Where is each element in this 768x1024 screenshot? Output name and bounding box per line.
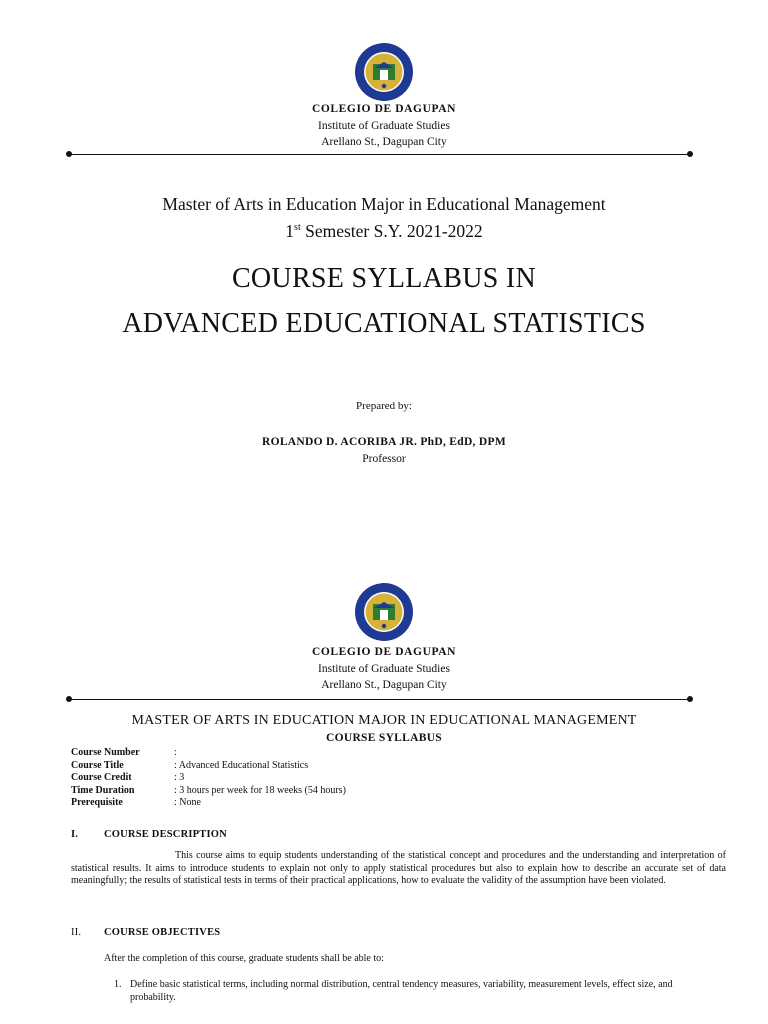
section-title: COURSE OBJECTIVES [104, 927, 221, 938]
info-value: : 3 [174, 772, 185, 784]
cover-title-line-2: ADVANCED EDUCATIONAL STATISTICS [122, 308, 646, 339]
header-divider [69, 154, 690, 155]
school-seal-logo [354, 42, 414, 102]
objective-number: 1. [114, 979, 122, 990]
objectives-intro: After the completion of this course, graduate students shall be able to: [104, 953, 384, 964]
section-course-objectives-heading [71, 927, 220, 938]
institute-name-2: Institute of Graduate Studies [318, 663, 450, 675]
school-address: Arellano St., Dagupan City [321, 136, 447, 148]
info-row [71, 785, 346, 798]
info-value: : [174, 747, 177, 758]
info-label: Course Title [71, 759, 124, 771]
info-row [71, 747, 346, 760]
section-number: I. [71, 829, 79, 840]
header-school-block [0, 101, 768, 150]
author-name: ROLANDO D. ACORIBA JR. PhD, EdD, DPM [261, 436, 506, 448]
info-label: Prerequisite [71, 797, 123, 809]
info-row [71, 797, 346, 810]
info-row [71, 772, 346, 785]
info-value: : None [174, 797, 201, 809]
semester-number: 1 [285, 221, 295, 241]
info-value: : Advanced Educational Statistics [174, 759, 309, 771]
objective-item [114, 979, 710, 1004]
author-role: Professor [362, 453, 406, 465]
header-school-block-2 [0, 644, 768, 693]
semester-rest: Semester S.Y. 2021-2022 [300, 221, 483, 241]
syllabus-subtitle: COURSE SYLLABUS [325, 732, 443, 744]
course-description-text [71, 850, 726, 888]
section-number: II. [71, 927, 82, 938]
program-name: Master of Arts in Education Major in Educational Management [162, 194, 606, 214]
section-course-description-heading [71, 829, 227, 840]
description-body: This course aims to equip students understanding of the statistical concept and procedures and the understanding and interpretation of statistical results. It aims to introduce students to explain not only to apply statistical procedures but also to explain how to describe an accurate set of data meaningfully; the results of statistical tests in terms of their practical applications, how to evaluate the validity of the assumption have been violated. [71, 850, 726, 887]
info-value: : 3 hours per week for 18 weeks (54 hours) [174, 784, 346, 796]
syllabus-program-title: MASTER OF ARTS IN EDUCATION MAJOR IN EDUCATIONAL MANAGEMENT [131, 713, 637, 728]
info-label: Time Duration [71, 784, 135, 796]
school-name: COLEGIO DE DAGUPAN [311, 103, 457, 115]
objective-text: Define basic statistical terms, including normal distribution, central tendency measures, variability, measurement levels, effect size, and probability. [130, 979, 673, 1003]
school-name-2: COLEGIO DE DAGUPAN [311, 646, 457, 658]
header-divider-2 [69, 699, 690, 700]
info-label: Course Credit [71, 772, 132, 784]
info-row [71, 760, 346, 773]
prepared-by-label: Prepared by: [356, 400, 412, 412]
section-title: COURSE DESCRIPTION [104, 829, 227, 840]
school-address-2: Arellano St., Dagupan City [321, 679, 447, 691]
course-info-table [71, 747, 346, 810]
institute-name: Institute of Graduate Studies [318, 120, 450, 132]
semester-ordinal: st [294, 222, 301, 233]
info-label: Course Number [71, 747, 140, 758]
cover-title-line-1: COURSE SYLLABUS IN [231, 263, 537, 294]
school-seal-logo-2 [354, 582, 414, 642]
semester-line [0, 216, 768, 243]
